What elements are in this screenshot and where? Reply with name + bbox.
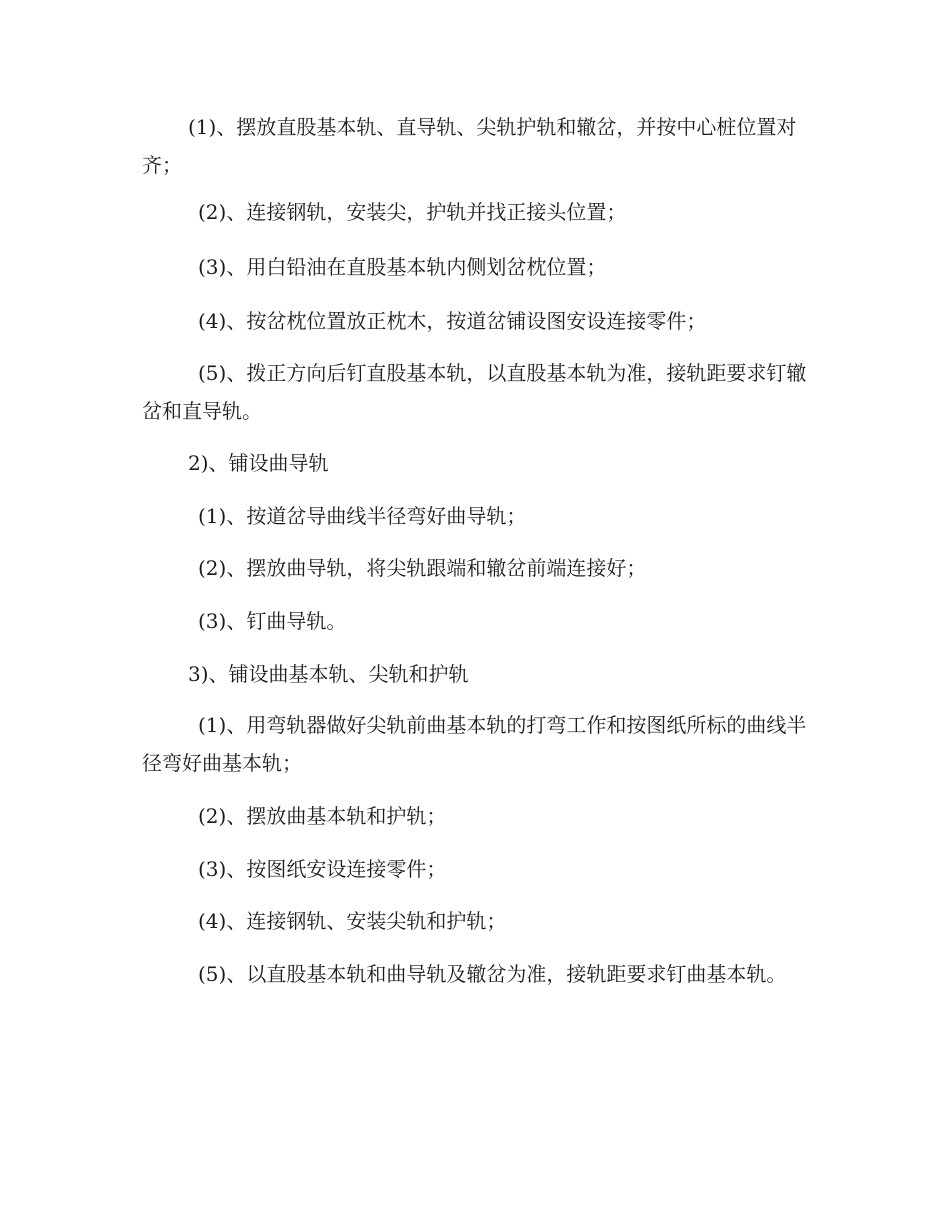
paragraph-step-1-5: (5)、拨正方向后钉直股基本轨，以直股基本轨为准，接轨距要求钉辙岔和直导轨。 [142,361,807,423]
paragraph-step-2-1: (1)、按道岔导曲线半径弯好曲导轨； [198,504,527,528]
paragraph-step-3-5: (5)、以直股基本轨和曲导轨及辙岔为准，接轨距要求钉曲基本轨。 [198,962,787,986]
section-heading-2: 2)、铺设曲导轨 [188,451,329,475]
paragraph-step-1-1: (1)、摆放直股基本轨、直导轨、尖轨护轨和辙岔，并按中心桩位置对齐； [142,115,797,177]
section-heading-3: 3)、铺设曲基本轨、尖轨和护轨 [188,662,469,686]
paragraph-step-2-3: (3)、钉曲导轨。 [198,609,347,633]
paragraph-step-3-4: (4)、连接钢轨、安装尖轨和护轨； [198,909,507,933]
paragraph-step-1-2: (2)、连接钢轨，安装尖，护轨并找正接头位置； [198,200,627,224]
paragraph-step-1-3: (3)、用白铅油在直股基本轨内侧划岔枕位置； [198,255,607,279]
paragraph-step-2-2: (2)、摆放曲导轨，将尖轨跟端和辙岔前端连接好； [198,556,647,580]
paragraph-step-3-1: (1)、用弯轨器做好尖轨前曲基本轨的打弯工作和按图纸所标的曲线半径弯好曲基本轨； [142,713,807,775]
paragraph-step-3-3: (3)、按图纸安设连接零件； [198,857,447,881]
paragraph-step-1-4: (4)、按岔枕位置放正枕木，按道岔铺设图安设连接零件； [198,309,707,333]
paragraph-step-3-2: (2)、摆放曲基本轨和护轨； [198,804,447,828]
